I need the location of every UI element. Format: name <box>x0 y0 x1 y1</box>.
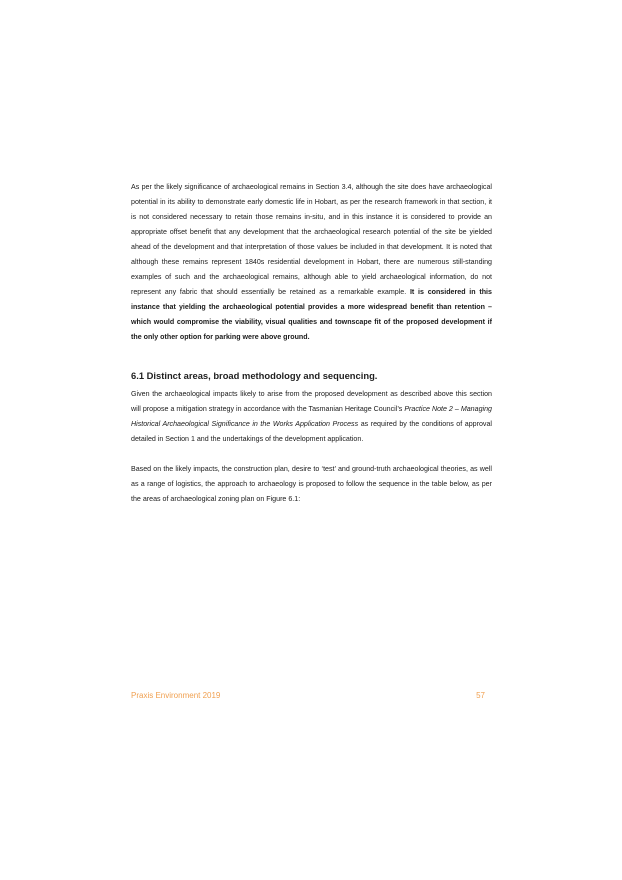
paragraph-significance <box>131 180 492 345</box>
paragraph-gap <box>131 447 492 462</box>
paragraph-mitigation <box>131 387 492 447</box>
paragraph-sequencing: Based on the likely impacts, the construction plan, desire to ‘test’ and ground-truth archaeological theories, as well as a range of logistics, the approach to archaeology is proposed to follow the sequence in the table below, as per the areas of archaeological zoning plan on Figure 6.1: <box>131 465 492 503</box>
section-heading: 6.1 Distinct areas, broad methodology and sequencing. <box>131 370 378 381</box>
paragraph-significance-text: As per the likely significance of archaeological remains in Section 3.4, although the site does have archaeological potential in its ability to demonstrate early domestic life in Hobart, as per the research framework in that section, it is not considered necessary to retain those remains in-situ, and in this instance it is considered to provide an appropriate offset benefit that any development that the archaeological research potential of the site be yielded ahead of the development and that interpretation of those values be included in that development. It is noted that although these remains represent 1840s residential development in Hobart, there are numerous still-standing examples of such and the archaeological remains, although able to yield archaeological information, do not represent any fabric that should essentially be retained as a remarkable example. <box>131 183 492 296</box>
footer-company: Praxis Environment 2019 <box>131 691 221 700</box>
paragraph-significance-bold: It is considered in this instance that yielding the archaeological potential provides a more widespread benefit than retention – which would compromise the viability, visual qualities and townscape fit of the proposed development if the only other option for parking were above ground. <box>131 288 492 341</box>
footer-page-number: 57 <box>476 691 485 700</box>
practice-note-title: Practice Note 2 – Managing Historical Archaeological Significance in the Works Application Process <box>131 405 492 428</box>
paragraph-mitigation-pre: Given the archaeological impacts likely to arise from the proposed development as described above this section will propose a mitigation strategy in accordance with the Tasmanian Heritage Council’s <box>131 390 492 413</box>
page-content <box>131 180 492 507</box>
page-footer <box>131 691 485 700</box>
paragraph-mitigation-post: as required by the conditions of approval detailed in Section 1 and the undertakings of the development application. <box>131 420 492 443</box>
